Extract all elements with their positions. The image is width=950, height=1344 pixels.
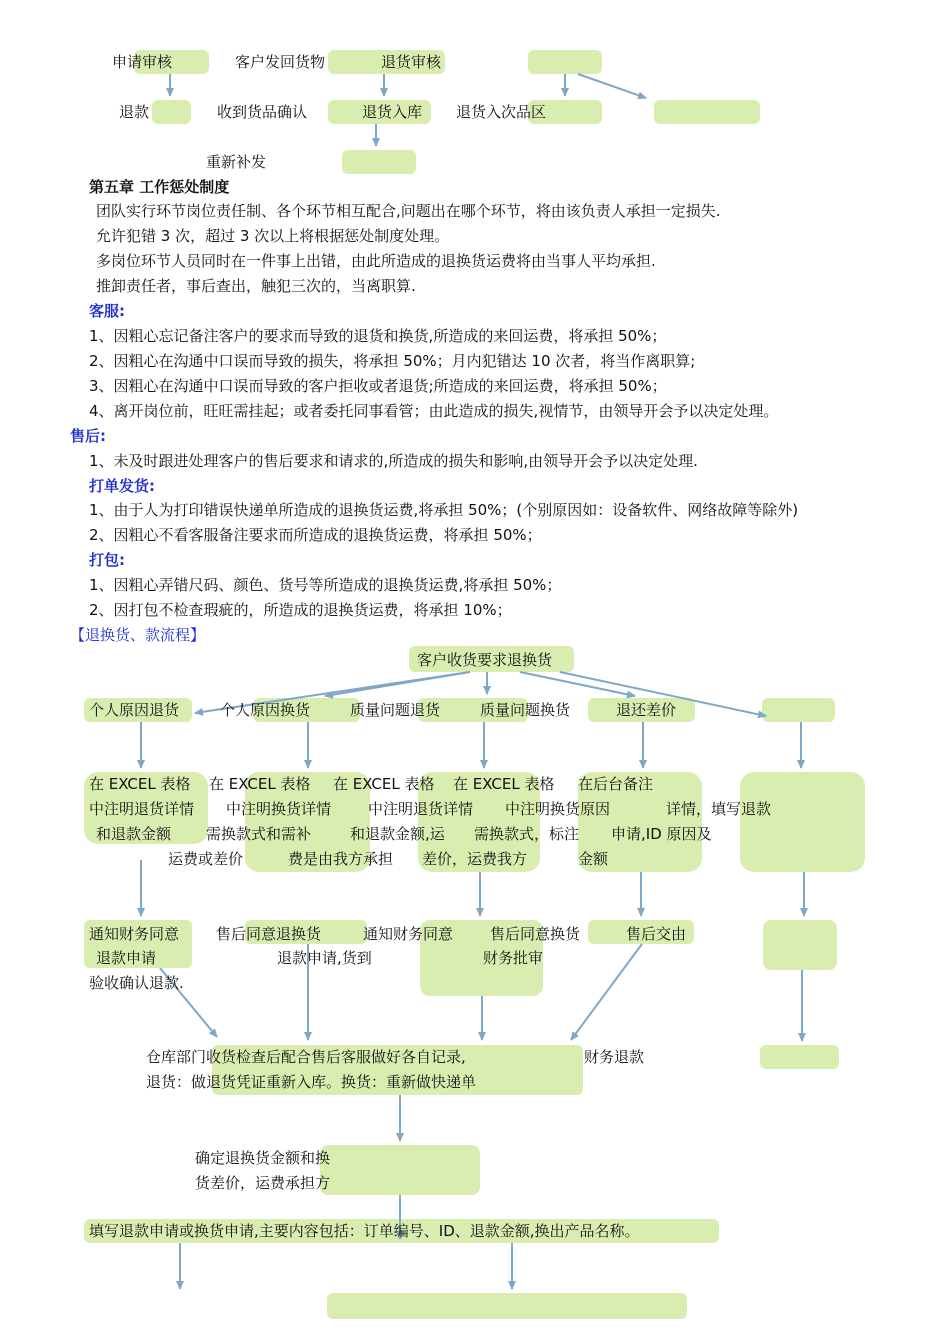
flow-label: 退款 [119,103,150,121]
excel-line: 在 EXCEL 表格 [333,775,435,793]
intro-line: 团队实行环节岗位责任制、各个环节相互配合,问题出在哪个环节，将由该负责人承担一定损失. [96,202,721,220]
excel-line: 中注明退货详情 [368,800,474,818]
intro-line: 推卸责任者，事后查出，触犯三次的，当离职算. [96,277,416,295]
excel-line: 和退款金额 [96,825,172,843]
chapter-title: 第五章 工作惩处制度 [89,178,230,196]
rule-item: 2、因粗心在沟通中口误而导致的损失，将承担 50%；月内犯错达 10 次者，将当作离职算; [89,352,696,370]
notify-line: 售后交由 [626,925,687,943]
excel-line: 费是由我方承担 [288,850,394,868]
excel-line: 在 EXCEL 表格 [453,775,555,793]
rule-item: 2、因打包不检查瑕疵的，所造成的退换货运费，将承担 10%； [89,601,512,619]
fill-request-line: 填写退款申请或换货申请,主要内容包括：订单编号、ID、退款金额,换出产品名称。 [89,1222,640,1240]
excel-line: 中注明退货详情 [89,800,195,818]
rule-item: 1、未及时跟进处理客户的售后要求和请求的,所造成的损失和影响,由领导开会予以决定处理. [89,452,698,470]
flow-label: 客户发回货物 [235,53,326,71]
excel-line: 和退款金额,运 [350,825,445,843]
intro-line: 多岗位环节人员同时在一件事上出错，由此所造成的退换货运费将由当事人平均承担. [96,252,656,270]
warehouse-line: 仓库部门收货检查后配合售后客服做好各自记录, [146,1048,466,1066]
excel-line: 中注明换货详情 [226,800,332,818]
excel-line: 差价，运费我方 [422,850,528,868]
notify-line: 通知财务同意 [89,925,180,943]
branch-label: 质量问题换货 [480,701,571,719]
branch-label: 退还差价 [616,701,677,719]
notify-line: 验收确认退款. [89,974,184,992]
excel-line: 详情，填写退款 [666,800,772,818]
confirm-line: 确定退换货金额和换 [195,1149,331,1167]
rule-item: 4、离开岗位前，旺旺需挂起；或者委托同事看管；由此造成的损失,视情节，由领导开会予以决定处理。 [89,402,779,420]
arrow [571,944,642,1040]
branch-label: 个人原因退货 [89,701,180,719]
intro-line: 允许犯错 3 次，超过 3 次以上将根据惩处制度处理。 [96,227,450,245]
section-heading-after-sales: 售后: [70,427,106,445]
flow-root: 客户收货要求退换货 [417,651,553,669]
flow-label: 退货审核 [381,53,442,71]
section-heading-shipping: 打单发货: [89,477,155,495]
finance-refund: 财务退款 [584,1048,645,1066]
rule-item: 3、因粗心在沟通中口误而导致的客户拒收或者退货;所造成的来回运费，将承担 50%； [89,377,667,395]
flow-label: 退货入库 [362,103,423,121]
rule-item: 1、因粗心忘记备注客户的要求而导致的退货和换货,所造成的来回运费，将承担 50%； [89,327,667,345]
arrow [325,672,470,696]
arrow [578,74,646,98]
return-flow-heading: 【退换货、款流程】 [70,626,206,644]
excel-line: 在后台备注 [578,775,654,793]
excel-line: 申请,ID 原因及 [611,825,712,843]
excel-line: 运费或差价 [168,850,244,868]
rule-item: 2、因粗心不看客服备注要求而所造成的退换货运费，将承担 50%； [89,526,542,544]
notify-line: 通知财务同意 [363,925,454,943]
section-heading-packing: 打包: [89,551,125,569]
rule-item: 1、由于人为打印错误快递单所造成的退换货运费,将承担 50%；(个别原因如：设备软件、网络故障等除外) [89,501,799,519]
notify-line: 退款申请 [96,949,157,967]
warehouse-line: 退货：做退货凭证重新入库。换货：重新做快递单 [146,1073,477,1091]
flow-label: 重新补发 [206,153,267,171]
notify-line: 财务批审 [483,949,544,967]
flow-label: 收到货品确认 [217,103,308,121]
excel-line: 金额 [578,850,609,868]
notify-line: 退款申请,货到 [277,949,372,967]
flow-label: 申请审核 [112,53,173,71]
excel-line: 在 EXCEL 表格 [209,775,311,793]
flow-label: 退货入次品区 [456,103,547,121]
confirm-line: 货差价，运费承担方 [195,1174,331,1192]
notify-line: 售后同意换货 [490,925,581,943]
branch-label: 个人原因换货 [220,701,311,719]
section-heading-customer-service: 客服: [89,302,125,320]
notify-line: 售后同意退换货 [216,925,322,943]
excel-line: 需换款式和需补 [206,825,312,843]
excel-line: 需换款式，标注 [474,825,580,843]
excel-line: 中注明换货原因 [505,800,611,818]
branch-label: 质量问题退货 [350,701,441,719]
excel-line: 在 EXCEL 表格 [89,775,191,793]
rule-item: 1、因粗心弄错尺码、颜色、货号等所造成的退换货运费,将承担 50%； [89,576,562,594]
